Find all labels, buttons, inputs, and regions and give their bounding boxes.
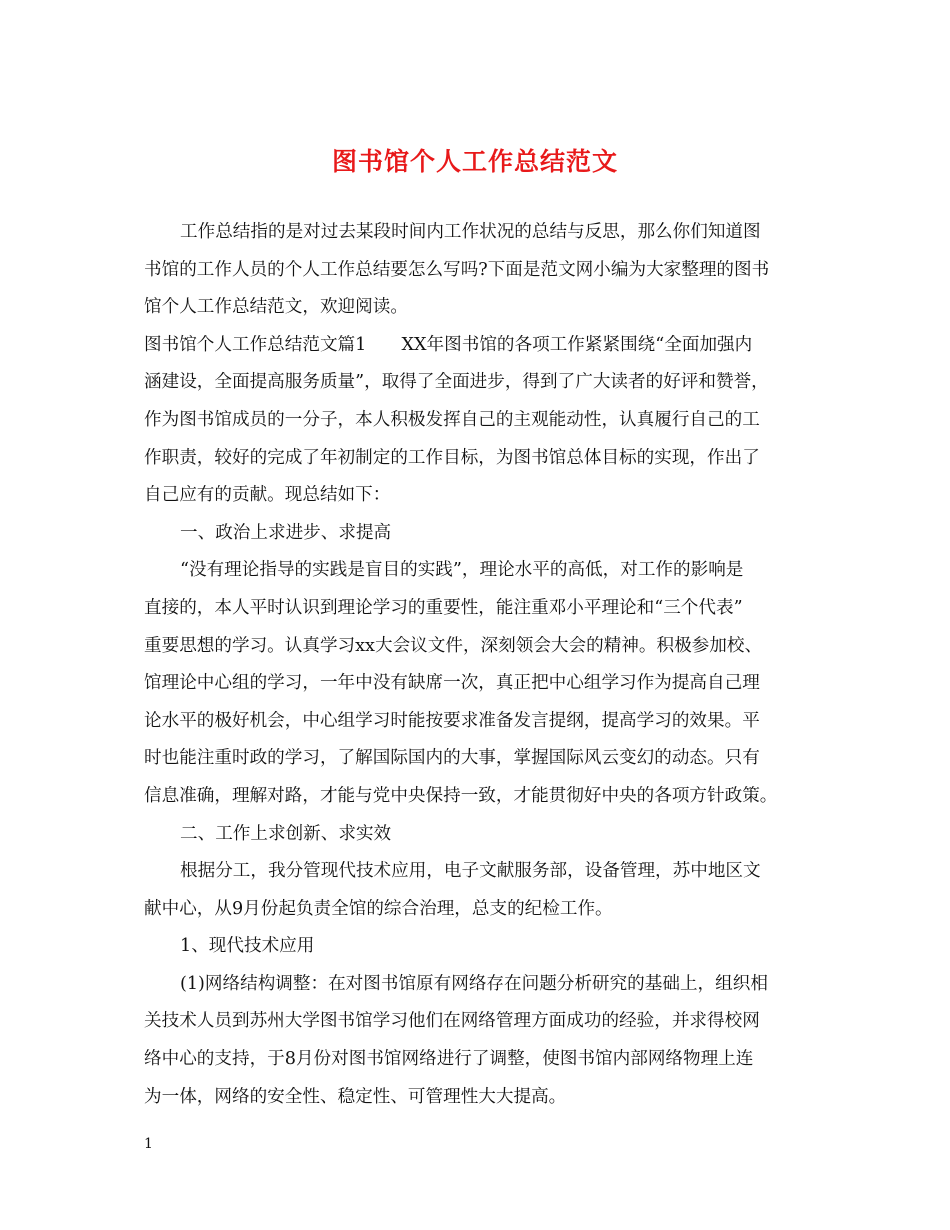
body-line: 一、政治上求进步、求提高 — [180, 522, 392, 543]
document-title: 图书馆个人工作总结范文 — [331, 147, 618, 176]
body-line: 作为图书馆成员的一分子，本人积极发挥自己的主观能动性，认真履行自己的工 — [144, 409, 760, 430]
body-line: 馆个人工作总结范文，欢迎阅读。 — [144, 297, 408, 318]
body-line: 根据分工，我分管现代技术应用，电子文献服务部，设备管理，苏中地区文 — [180, 861, 761, 882]
body-line: 重要思想的学习。认真学习xx大会议文件，深刻领会大会的精神。积极参加校、 — [144, 635, 763, 656]
body-line: 络中心的支持，于8月份对图书馆网络进行了调整，使图书馆内部网络物理上连 — [144, 1049, 754, 1070]
body-line: 自己应有的贡献。现总结如下： — [144, 485, 391, 506]
body-line: 论水平的极好机会，中心组学习时能按要求准备发言提纲，提高学习的效果。平 — [144, 710, 760, 731]
body-line: 工作总结指的是对过去某段时间内工作状况的总结与反思，那么你们知道图 — [180, 222, 761, 242]
body-line: 信息准确，理解对路，才能与党中央保持一致，才能贯彻好中央的各项方针政策。 — [144, 785, 778, 806]
document-body — [144, 214, 806, 1116]
body-line: 涵建设，全面提高服务质量”，取得了全面进步，得到了广大读者的好评和赞誉， — [144, 372, 769, 393]
body-line: 作职责，较好的完成了年初制定的工作目标，为图书馆总体目标的实现，作出了 — [144, 447, 760, 468]
body-line: 献中心，从9月份起负责全馆的综合治理，总支的纪检工作。 — [144, 898, 613, 919]
body-line: 二、工作上求创新、求实效 — [180, 823, 392, 844]
page-number: 1 — [144, 1136, 153, 1152]
body-line: “没有理论指导的实践是盲目的实践”，理论水平的高低，对工作的影响是 — [180, 560, 744, 581]
body-line: 关技术人员到苏州大学图书馆学习他们在网络管理方面成功的经验，并求得校网 — [144, 1011, 760, 1032]
body-line: 时也能注重时政的学习，了解国际国内的大事，掌握国际风云变幻的动态。只有 — [144, 748, 760, 769]
body-line: 书馆的工作人员的个人工作总结要怎么写吗?下面是范文网小编为大家整理的图书 — [144, 259, 770, 280]
body-line: 图书馆个人工作总结范文篇1 XX年图书馆的各项工作紧紧围绕“全面加强内 — [144, 334, 753, 355]
body-line: (1)网络结构调整：在对图书馆原有网络存在问题分析研究的基础上，组织相 — [180, 973, 768, 994]
body-line: 为一体，网络的安全性、稳定性、可管理性大大提高。 — [144, 1086, 567, 1107]
body-line: 馆理论中心组的学习，一年中没有缺席一次，真正把中心组学习作为提高自己理 — [144, 673, 760, 694]
body-line: 直接的，本人平时认识到理论学习的重要性，能注重邓小平理论和“三个代表” — [144, 597, 743, 618]
body-line: 1、现代技术应用 — [180, 936, 315, 957]
